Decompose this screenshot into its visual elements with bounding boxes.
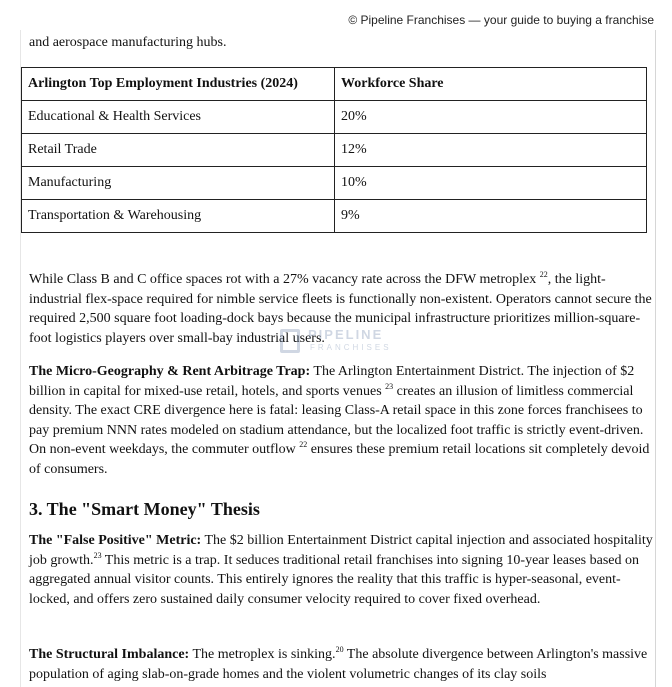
table-cell-share: 9% bbox=[335, 200, 647, 233]
footnote-ref[interactable]: 22 bbox=[539, 270, 548, 279]
paragraph-text: The absolute divergence between Arlington's massive population of aging slab-on-grade homes and the violent volumetric changes of its clay soils bbox=[29, 647, 648, 682]
table-row bbox=[22, 200, 647, 233]
paragraph-text: The $2 billion Entertainment District capital injection and associated hospitality job growth. bbox=[29, 533, 653, 568]
site-credit: © Pipeline Franchises — your guide to buying a franchise bbox=[348, 13, 654, 27]
employment-table bbox=[21, 67, 647, 233]
table-header-row bbox=[22, 68, 647, 101]
paragraph-text: This metric is a trap. It seduces traditional retail franchises into signing 10-year leases based on aggregated annual visitor counts. This entirely ignores the reality that this traffic is hyper-seasonal, event-locked, and offers zero sustained daily consumer velocity required to cover fixed overhead. bbox=[29, 552, 639, 607]
footnote-ref[interactable]: 23 bbox=[385, 381, 394, 391]
paragraph-structural-imbalance bbox=[29, 645, 653, 684]
watermark-line1: PIPELINE bbox=[308, 327, 384, 342]
paragraph-label: The "False Positive" Metric: bbox=[29, 533, 202, 548]
table-cell-share: 20% bbox=[335, 101, 647, 134]
paragraph-micro-geography bbox=[29, 362, 653, 479]
paragraph-text: ensures these premium retail locations sit completely devoid of consumers. bbox=[29, 442, 650, 477]
footnote-ref[interactable]: 23 bbox=[93, 550, 102, 560]
footnote-ref[interactable]: 20 bbox=[335, 645, 344, 654]
table-row bbox=[22, 134, 647, 167]
table-cell-industry: Retail Trade bbox=[22, 134, 335, 167]
lead-text: and aerospace manufacturing hubs. bbox=[29, 35, 227, 50]
paragraph-text: creates an illusion of limitless commercial density. The exact CRE divergence here is fatal: leasing Class-A retail space in this zone forces franchisees to pay premium NNN rates modeled on stadium attendance, but the localized foot traffic is strictly event-driven. On non-event weekdays, the commuter outflow bbox=[29, 383, 644, 457]
paragraph-text: The Arlington Entertainment District. The injection of $2 billion in capital for mixed-use retail, hotels, and sports venues bbox=[29, 364, 635, 399]
footnote-ref[interactable]: 22 bbox=[299, 440, 308, 449]
table-row bbox=[22, 101, 647, 134]
table-header-industry: Arlington Top Employment Industries (2024) bbox=[22, 68, 335, 101]
table-cell-share: 12% bbox=[335, 134, 647, 167]
table-row bbox=[22, 167, 647, 200]
table-cell-share: 10% bbox=[335, 167, 647, 200]
section-heading: 3. The "Smart Money" Thesis bbox=[29, 499, 260, 519]
paragraph-label: The Structural Imbalance: bbox=[29, 647, 190, 662]
paragraph-text: While Class B and C office spaces rot with a 27% vacancy rate across the DFW metroplex bbox=[29, 272, 537, 287]
document-page[interactable] bbox=[20, 30, 656, 687]
paragraph-false-positive bbox=[29, 531, 653, 609]
table-cell-industry: Manufacturing bbox=[22, 167, 335, 200]
paragraph-office-vacancy bbox=[29, 270, 653, 348]
paragraph-text: The metroplex is sinking. bbox=[189, 647, 336, 662]
table-cell-industry: Transportation & Warehousing bbox=[22, 200, 335, 233]
table-cell-industry: Educational & Health Services bbox=[22, 101, 335, 134]
watermark-line2: FRANCHISES bbox=[310, 343, 392, 352]
paragraph-label: The Micro-Geography & Rent Arbitrage Trap: bbox=[29, 364, 311, 379]
paragraph-text: , the light-industrial flex-space required for nimble service fleets is functionally non-existent. Operators cannot secure the required 2,500 square foot loading-dock bays because the municipal infrastructure prioritizes million-square-foot logistics players over small-bay industrial users. bbox=[29, 272, 652, 346]
table-header-share: Workforce Share bbox=[335, 68, 647, 101]
